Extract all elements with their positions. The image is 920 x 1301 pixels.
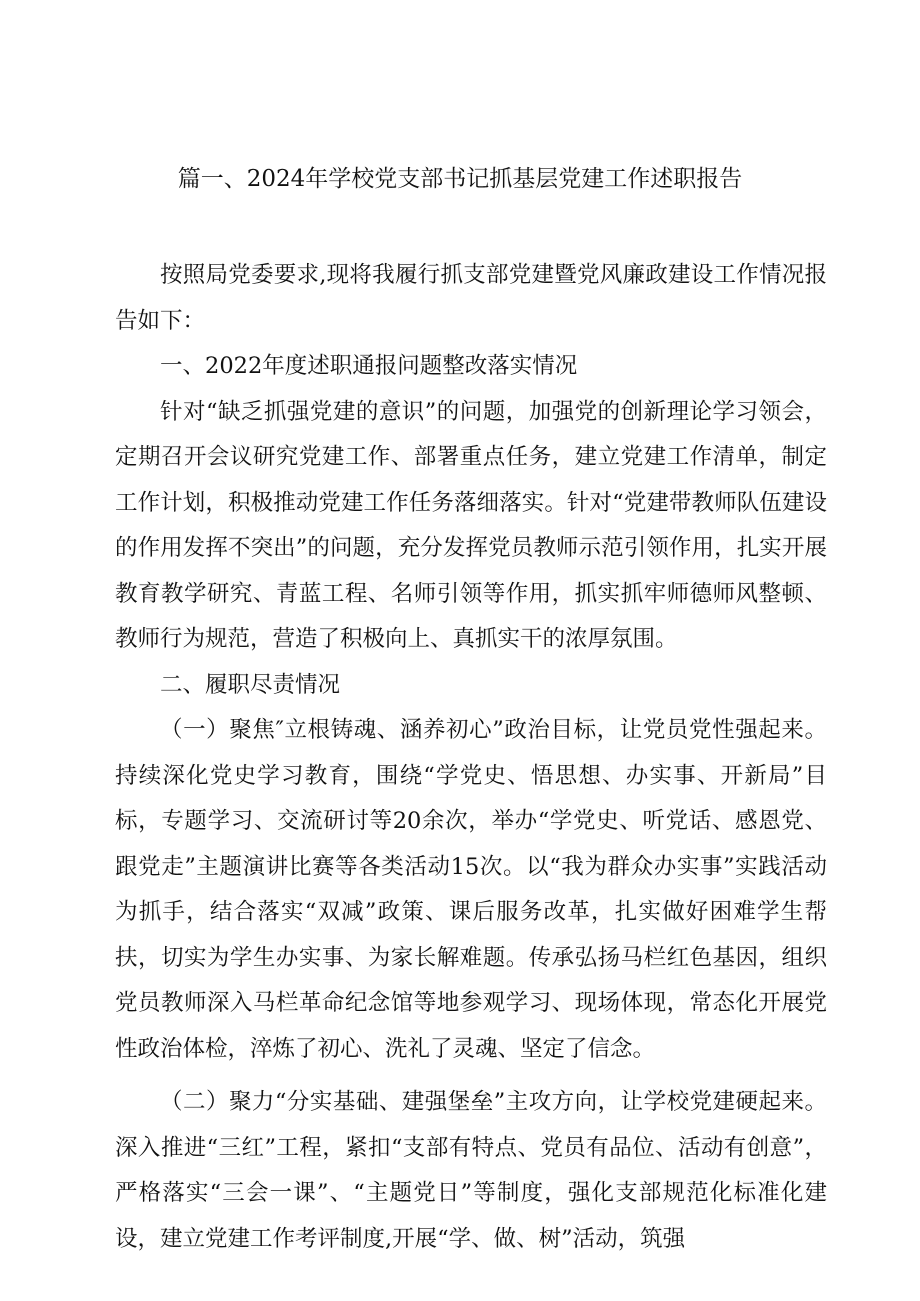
document-body (115, 253, 827, 1262)
paragraph-focus-1: （一）聚焦″立根铸魂、涵养初心”政治目标，让党员党性强起来。持续深化党史学习教育，围绕“学党史、悟思想、办实事、开新局”目标，专题学习、交流研讨等20余次，举办“学党史、听党话、感恩党、跟党走”主题演讲比赛等各类活动15次。以“我为群众办实事”实践活动为抓手，结合落实“双减”政策、课后服务改革，扎实做好困难学生帮扶，切实为学生办实事、为家长解难题。传承弘扬马栏红色基因，组织党员教师深入马栏革命纪念馆等地参观学习、现场体现，常态化开展党性政治体检，淬炼了初心、洗礼了灵魂、坚定了信念。 (115, 717, 827, 1062)
paragraph-gap (115, 1072, 827, 1080)
paragraph-focus-2: （二）聚力“分实基础、建强堡垒”主攻方向，让学校党建硬起来。深入推进“三红”工程，紧扣“支部有特点、党员有品位、活动有创意”，严格落实“三会一课”、“主题党日”等制度，强化支部规范化标准化建设，建立党建工作考评制度,开展“学、做、树”活动，筑强 (115, 1089, 827, 1252)
paragraph-rectification: 针对“缺乏抓强党建的意识”的问题，加强党的创新理论学习领会，定期召开会议研究党建工作、部署重点任务，建立党建工作清单，制定工作计划，积极推动党建工作任务落细落实。针对“党建带教师队伍建设的作用发挥不突出”的问题，充分发挥党员教师示范引领作用，扎实开展教育教学研究、青蓝工程、名师引领等作用，抓实抓牢师德师风整顿、教师行为规范，营造了积极向上、真抓实干的浓厚氛围。 (115, 398, 827, 652)
document-title: 篇一、2024年学校党支部书记抓基层党建工作述职报告 (177, 166, 743, 192)
section-heading-2: 二、履职尽责情况 (160, 671, 341, 698)
paragraph-intro: 按照局党委要求,现将我履行抓支部党建暨党风廉政建设工作情况报告如下： (115, 262, 827, 334)
section-heading-1: 一、2022年度述职通报问题整改落实情况 (160, 353, 578, 379)
